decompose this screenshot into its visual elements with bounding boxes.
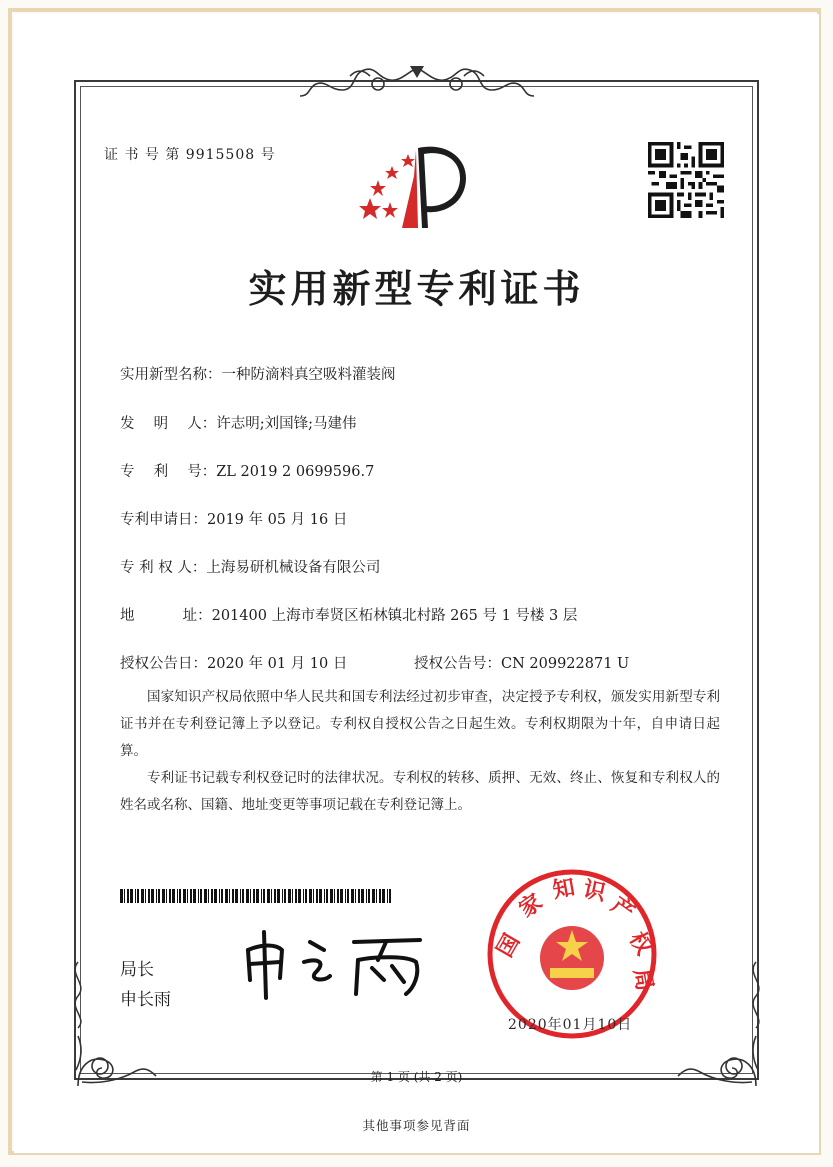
field-label: 授权公告日：	[120, 656, 207, 672]
svg-text:局: 局	[628, 966, 658, 993]
field-grant-number	[414, 652, 629, 673]
qr-code-icon	[648, 142, 724, 218]
left-side-ornament	[66, 960, 90, 1030]
field-address	[120, 604, 577, 625]
field-label: 专利申请日：	[120, 512, 207, 528]
field-value: 2019 年 05 月 16 日	[207, 512, 348, 528]
field-value: 上海易研机械设备有限公司	[206, 560, 381, 576]
field-label: 专 利 权 人：	[120, 560, 207, 576]
field-inventor	[120, 412, 357, 433]
right-side-ornament	[744, 960, 768, 1030]
director-title: 局长	[120, 960, 154, 980]
svg-text:权: 权	[623, 927, 658, 960]
svg-text:国: 国	[491, 929, 526, 962]
field-value: 许志明;刘国锋;马建伟	[216, 416, 357, 432]
field-value: 一种防滴料真空吸料灌装阀	[221, 367, 396, 383]
patent-office-emblem-icon	[356, 136, 468, 234]
field-label: 授权公告号：	[414, 656, 501, 672]
field-value: CN 209922871 U	[501, 656, 630, 672]
handwritten-signature	[238, 928, 428, 1000]
director-name: 申长雨	[120, 990, 171, 1010]
legal-status-paragraph: 专利证书记载专利权登记时的法律状况。专利权的转移、质押、无效、终止、恢复和专利权人的姓名或名称、国籍、地址变更等事项记载在专利登记簿上。	[120, 770, 720, 813]
seal-date: 2020年01月10日	[508, 1017, 633, 1033]
svg-text:知: 知	[550, 874, 577, 904]
top-ornament	[290, 62, 544, 106]
svg-text:产: 产	[606, 891, 640, 926]
certificate-title: 实用新型专利证书	[248, 266, 585, 311]
field-patent-number	[120, 460, 374, 481]
field-utility-model-name	[120, 363, 396, 384]
field-patentee	[120, 556, 380, 577]
grant-paragraph: 国家知识产权局依照中华人民共和国专利法经过初步审查，决定授予专利权，颁发实用新型专利证书并在专利登记簿上予以登记。专利权自授权公告之日起生效。专利权期限为十年，自申请日起算。	[120, 689, 720, 759]
field-value: 2020 年 01 月 10 日	[207, 656, 348, 672]
field-value: ZL 2019 2 0699596.7	[216, 464, 375, 480]
back-note: 其他事项参见背面	[362, 1118, 471, 1133]
field-label: 实用新型名称：	[120, 367, 222, 383]
svg-text:识: 识	[580, 876, 608, 907]
field-filing-date	[120, 508, 347, 529]
svg-text:家: 家	[514, 888, 548, 923]
field-value: 201400 上海市奉贤区柘林镇北村路 265 号 1 号楼 3 层	[211, 608, 578, 624]
field-grant-date	[120, 652, 347, 673]
page-number: 第 1 页 (共 2 页)	[370, 1070, 463, 1084]
field-label: 专 利 号：	[120, 464, 217, 480]
certificate-number: 证 书 号 第 9915508 号	[104, 147, 276, 163]
field-label: 发 明 人：	[120, 416, 217, 432]
barcode-icon	[120, 889, 392, 903]
field-label: 地 址：	[120, 608, 212, 624]
